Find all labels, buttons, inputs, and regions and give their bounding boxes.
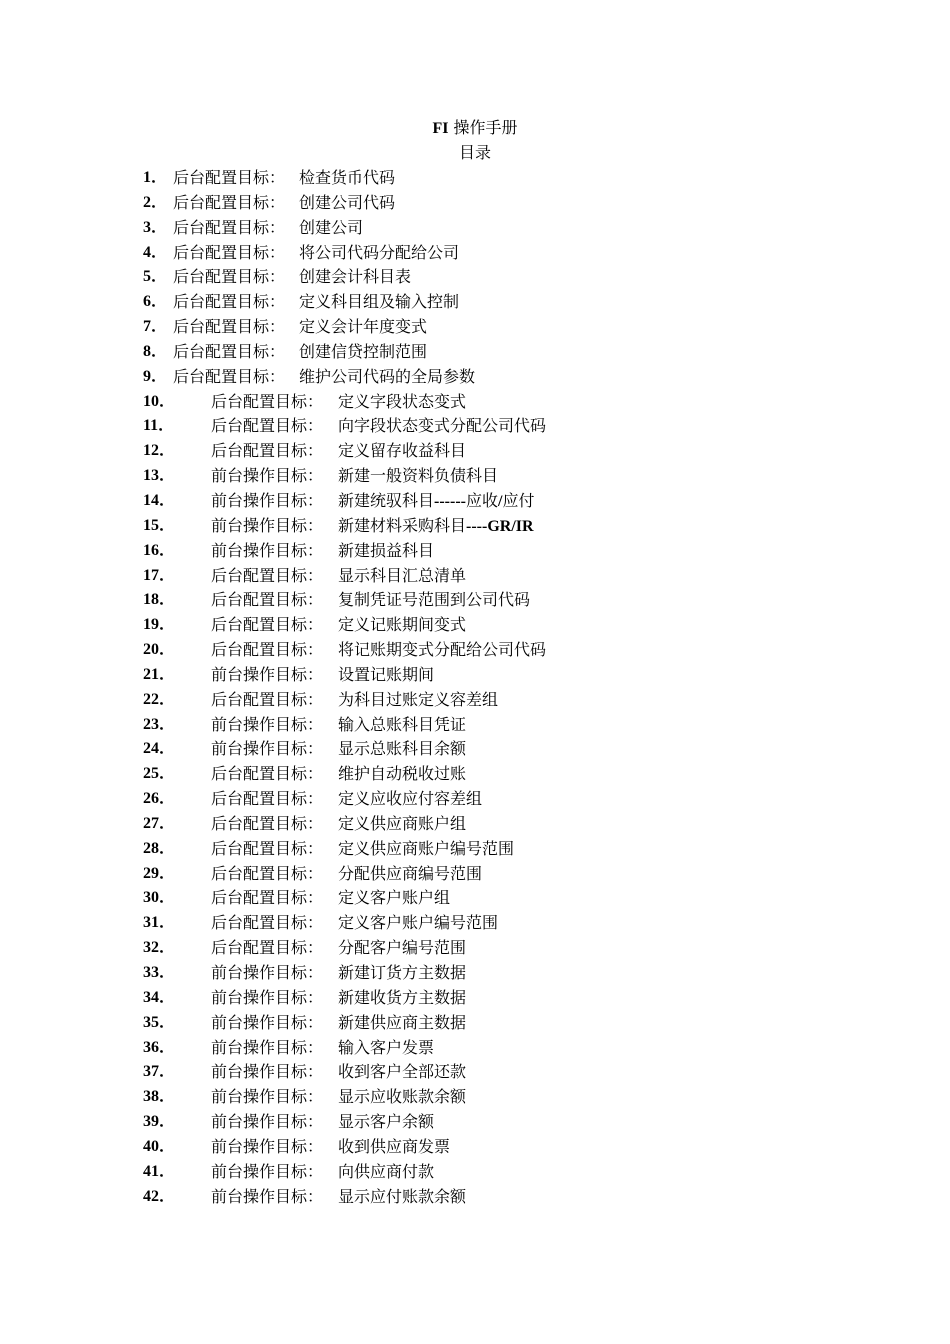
toc-item-label: 前台操作目标： bbox=[211, 987, 324, 1007]
toc-item bbox=[143, 515, 843, 540]
toc-item-target: 定义供应商账户组 bbox=[338, 813, 467, 833]
toc-item-number: 3． bbox=[143, 218, 168, 236]
toc-item-target: 创建公司代码 bbox=[299, 192, 396, 212]
toc-item-target: 显示应付账款余额 bbox=[338, 1186, 467, 1206]
toc-item-target: 检查货币代码 bbox=[299, 168, 396, 187]
document-title bbox=[0, 117, 950, 140]
toc-item bbox=[143, 937, 843, 962]
toc-item-number: 11． bbox=[143, 417, 175, 435]
toc-item-number: 39． bbox=[143, 1113, 176, 1131]
toc-item-label: 前台操作目标： bbox=[211, 1112, 324, 1132]
toc-item-target: 为科目过账定义容差组 bbox=[338, 689, 499, 709]
toc-item-target: 设置记账期间 bbox=[338, 664, 435, 684]
toc-item-number: 36． bbox=[143, 1038, 176, 1056]
toc-item-number: 4． bbox=[143, 243, 168, 261]
toc-item-label: 后台配置目标： bbox=[173, 192, 286, 212]
toc-item-target: 创建会计科目表 bbox=[299, 267, 412, 287]
toc-item bbox=[143, 217, 843, 242]
toc-item bbox=[143, 1061, 843, 1086]
toc-item bbox=[143, 316, 843, 341]
toc-item-label: 后台配置目标： bbox=[211, 789, 324, 809]
toc-item bbox=[143, 614, 843, 639]
toc-item-label: 后台配置目标： bbox=[211, 615, 324, 635]
table-of-contents bbox=[143, 167, 843, 1210]
toc-item bbox=[143, 1161, 843, 1186]
toc-item-target bbox=[338, 515, 534, 538]
toc-item-label: 前台操作目标： bbox=[211, 963, 324, 982]
toc-item bbox=[143, 664, 843, 689]
toc-item-target: 将公司代码分配给公司 bbox=[299, 242, 460, 262]
toc-item-target: 定义科目组及输入控制 bbox=[299, 292, 460, 312]
toc-item-label: 后台配置目标： bbox=[211, 416, 324, 436]
toc-item bbox=[143, 813, 843, 838]
toc-item-number: 14． bbox=[143, 491, 176, 509]
toc-item-target: 分配客户编号范围 bbox=[338, 938, 467, 958]
toc-item-label: 后台配置目标： bbox=[173, 292, 286, 312]
toc-item-target: 维护自动税收过账 bbox=[338, 764, 467, 784]
toc-item-target: 定义字段状态变式 bbox=[338, 391, 467, 411]
toc-item bbox=[143, 565, 843, 590]
toc-item bbox=[143, 341, 843, 366]
toc-item-label: 前台操作目标： bbox=[211, 540, 324, 560]
toc-item-number: 35． bbox=[143, 1013, 176, 1031]
toc-item bbox=[143, 465, 843, 490]
toc-item-number: 10． bbox=[143, 392, 176, 410]
toc-item-target: 显示应收账款余额 bbox=[338, 1087, 467, 1107]
toc-item-target: 输入客户发票 bbox=[338, 1037, 435, 1057]
toc-item-target: 收到供应商发票 bbox=[338, 1136, 451, 1156]
toc-item-target: 定义客户账户编号范围 bbox=[338, 913, 499, 933]
toc-item bbox=[143, 763, 843, 788]
toc-item bbox=[143, 714, 843, 739]
toc-item bbox=[143, 863, 843, 888]
toc-item bbox=[143, 788, 843, 813]
toc-item bbox=[143, 987, 843, 1012]
toc-item-target: 分配供应商编号范围 bbox=[338, 863, 483, 883]
toc-item-target: 维护公司代码的全局参数 bbox=[299, 366, 476, 386]
toc-item-label: 后台配置目标： bbox=[211, 590, 324, 610]
title-code: FI bbox=[432, 120, 449, 137]
toc-item-label: 后台配置目标： bbox=[173, 242, 286, 262]
toc-item-label: 后台配置目标： bbox=[211, 813, 324, 833]
toc-item-number: 26． bbox=[143, 790, 176, 808]
toc-item-number: 18． bbox=[143, 591, 176, 609]
toc-item-target: 显示客户余额 bbox=[338, 1112, 435, 1132]
toc-item-number: 37． bbox=[143, 1063, 176, 1081]
toc-item-number: 17． bbox=[143, 566, 176, 584]
toc-item-target-part: 应收 bbox=[465, 490, 498, 510]
toc-item bbox=[143, 838, 843, 863]
toc-item-number: 13． bbox=[143, 467, 176, 485]
toc-item-number: 23． bbox=[143, 715, 176, 733]
toc-item-label: 后台配置目标： bbox=[173, 168, 286, 187]
toc-item bbox=[143, 689, 843, 714]
toc-item-target: 将记账期变式分配给公司代码 bbox=[338, 640, 547, 660]
toc-item-number: 20． bbox=[143, 641, 176, 659]
toc-item-number: 28． bbox=[143, 839, 176, 857]
toc-item bbox=[143, 639, 843, 664]
toc-item-target: 新建收货方主数据 bbox=[338, 987, 467, 1007]
toc-item-target: 定义留存收益科目 bbox=[338, 441, 467, 461]
toc-item bbox=[143, 1186, 843, 1211]
toc-item-label: 后台配置目标： bbox=[211, 689, 324, 709]
toc-item bbox=[143, 1086, 843, 1111]
toc-item-label: 后台配置目标： bbox=[211, 938, 324, 958]
toc-item bbox=[143, 242, 843, 267]
toc-item-target: 新建供应商主数据 bbox=[338, 1012, 467, 1032]
toc-item bbox=[143, 887, 843, 912]
title-text: 操作手册 bbox=[448, 118, 518, 137]
toc-item bbox=[143, 366, 843, 391]
toc-item-number: 34． bbox=[143, 988, 176, 1006]
toc-item bbox=[143, 540, 843, 565]
toc-item-label: 前台操作目标： bbox=[211, 1062, 324, 1082]
toc-item-number: 41． bbox=[143, 1162, 176, 1180]
toc-item-target: 向供应商付款 bbox=[338, 1161, 435, 1181]
toc-item-label: 后台配置目标： bbox=[211, 391, 324, 411]
toc-item-number: 29． bbox=[143, 864, 176, 882]
toc-item-label: 前台操作目标： bbox=[211, 1037, 324, 1057]
toc-item-label: 前台操作目标： bbox=[211, 1087, 324, 1107]
toc-item-number: 2． bbox=[143, 193, 168, 211]
toc-item-label: 后台配置目标： bbox=[211, 565, 324, 585]
toc-item bbox=[143, 291, 843, 316]
toc-item-label: 前台操作目标： bbox=[211, 490, 324, 510]
toc-item-number: 24． bbox=[143, 740, 176, 758]
toc-item bbox=[143, 1111, 843, 1136]
toc-item-label: 前台操作目标： bbox=[211, 739, 324, 759]
toc-item-number: 42． bbox=[143, 1187, 176, 1205]
toc-item-number: 25． bbox=[143, 765, 176, 783]
toc-item-target-part: ----GR/IR bbox=[466, 517, 534, 535]
toc-item-target: 向字段状态变式分配公司代码 bbox=[338, 416, 547, 436]
toc-item-number: 15． bbox=[143, 516, 176, 534]
toc-item-number: 31． bbox=[143, 914, 176, 932]
toc-item-target: 定义应收应付容差组 bbox=[338, 789, 483, 809]
toc-item-label: 后台配置目标： bbox=[173, 267, 286, 287]
toc-item-number: 27． bbox=[143, 814, 176, 832]
toc-item bbox=[143, 962, 843, 987]
toc-item-target: 创建信贷控制范围 bbox=[299, 341, 428, 361]
toc-item-number: 12． bbox=[143, 442, 176, 460]
toc-item-target: 定义记账期间变式 bbox=[338, 615, 467, 635]
toc-item-number: 33． bbox=[143, 964, 176, 981]
toc-item-target: 显示科目汇总清单 bbox=[338, 565, 467, 585]
toc-item-label: 后台配置目标： bbox=[173, 366, 286, 386]
toc-item-target: 显示总账科目余额 bbox=[338, 739, 467, 759]
toc-item bbox=[143, 1136, 843, 1161]
toc-item bbox=[143, 589, 843, 614]
toc-item-target-part: 应付 bbox=[502, 490, 535, 510]
toc-item-number: 22． bbox=[143, 690, 176, 708]
toc-item-target: 新建一般资料负债科目 bbox=[338, 466, 499, 486]
toc-item bbox=[143, 440, 843, 465]
toc-item-label: 前台操作目标： bbox=[211, 714, 324, 734]
toc-item-number: 30． bbox=[143, 889, 176, 907]
toc-item-number: 5． bbox=[143, 268, 168, 286]
toc-item-label: 后台配置目标： bbox=[211, 640, 324, 660]
toc-item-label: 后台配置目标： bbox=[211, 441, 324, 461]
toc-item-target: 新建订货方主数据 bbox=[338, 963, 467, 982]
toc-item-target: 定义客户账户组 bbox=[338, 888, 451, 908]
toc-item-number: 6． bbox=[143, 293, 168, 311]
toc-item-label: 后台配置目标： bbox=[173, 217, 286, 237]
toc-item bbox=[143, 167, 843, 192]
toc-item-number: 19． bbox=[143, 616, 176, 634]
toc-item-number: 16． bbox=[143, 541, 176, 559]
toc-item-number: 1． bbox=[143, 169, 168, 186]
toc-item-target bbox=[338, 490, 534, 513]
toc-item-label: 后台配置目标： bbox=[173, 341, 286, 361]
toc-item-target: 定义供应商账户编号范围 bbox=[338, 838, 515, 858]
toc-item-number: 21． bbox=[143, 665, 176, 683]
toc-item-label: 后台配置目标： bbox=[211, 764, 324, 784]
toc-item-label: 后台配置目标： bbox=[211, 863, 324, 883]
toc-item-number: 8． bbox=[143, 342, 168, 360]
toc-item-number: 9． bbox=[143, 367, 168, 385]
toc-item-number: 32． bbox=[143, 939, 176, 957]
toc-item-target: 输入总账科目凭证 bbox=[338, 714, 467, 734]
toc-item-target: 复制凭证号范围到公司代码 bbox=[338, 590, 531, 610]
toc-item-label: 后台配置目标： bbox=[211, 888, 324, 908]
toc-item bbox=[143, 192, 843, 217]
toc-item bbox=[143, 738, 843, 763]
toc-item bbox=[143, 912, 843, 937]
toc-item-target: 新建损益科目 bbox=[338, 540, 435, 560]
toc-item-label: 前台操作目标： bbox=[211, 1136, 324, 1156]
toc-item bbox=[143, 1012, 843, 1037]
toc-item-target: 定义会计年度变式 bbox=[299, 317, 428, 337]
toc-item-label: 后台配置目标： bbox=[211, 913, 324, 933]
toc-item-label: 前台操作目标： bbox=[211, 466, 324, 486]
toc-item-label: 前台操作目标： bbox=[211, 1012, 324, 1032]
toc-heading: 目录 bbox=[458, 143, 491, 162]
toc-item-label: 前台操作目标： bbox=[211, 1186, 324, 1206]
toc-item bbox=[143, 391, 843, 416]
toc-item bbox=[143, 415, 843, 440]
toc-item bbox=[143, 490, 843, 515]
toc-item bbox=[143, 1037, 843, 1062]
toc-item-target-part: / bbox=[498, 492, 503, 510]
toc-item-target: 创建公司 bbox=[299, 217, 364, 237]
toc-item-label: 前台操作目标： bbox=[211, 1161, 324, 1181]
toc-item-target-part: 新建统驭科目 bbox=[338, 490, 435, 510]
toc-item bbox=[143, 266, 843, 291]
toc-item-number: 7． bbox=[143, 318, 168, 336]
toc-item-number: 40． bbox=[143, 1137, 176, 1155]
toc-item-label: 前台操作目标： bbox=[211, 664, 324, 684]
toc-item-label: 后台配置目标： bbox=[173, 317, 286, 337]
toc-item-label: 前台操作目标： bbox=[211, 515, 324, 535]
toc-item-number: 38． bbox=[143, 1088, 176, 1106]
toc-item-target-part: 新建材料采购科目 bbox=[338, 515, 467, 535]
toc-item-target: 收到客户全部还款 bbox=[338, 1062, 467, 1082]
toc-item-label: 后台配置目标： bbox=[211, 838, 324, 858]
toc-item-target-part: ------ bbox=[434, 492, 466, 510]
